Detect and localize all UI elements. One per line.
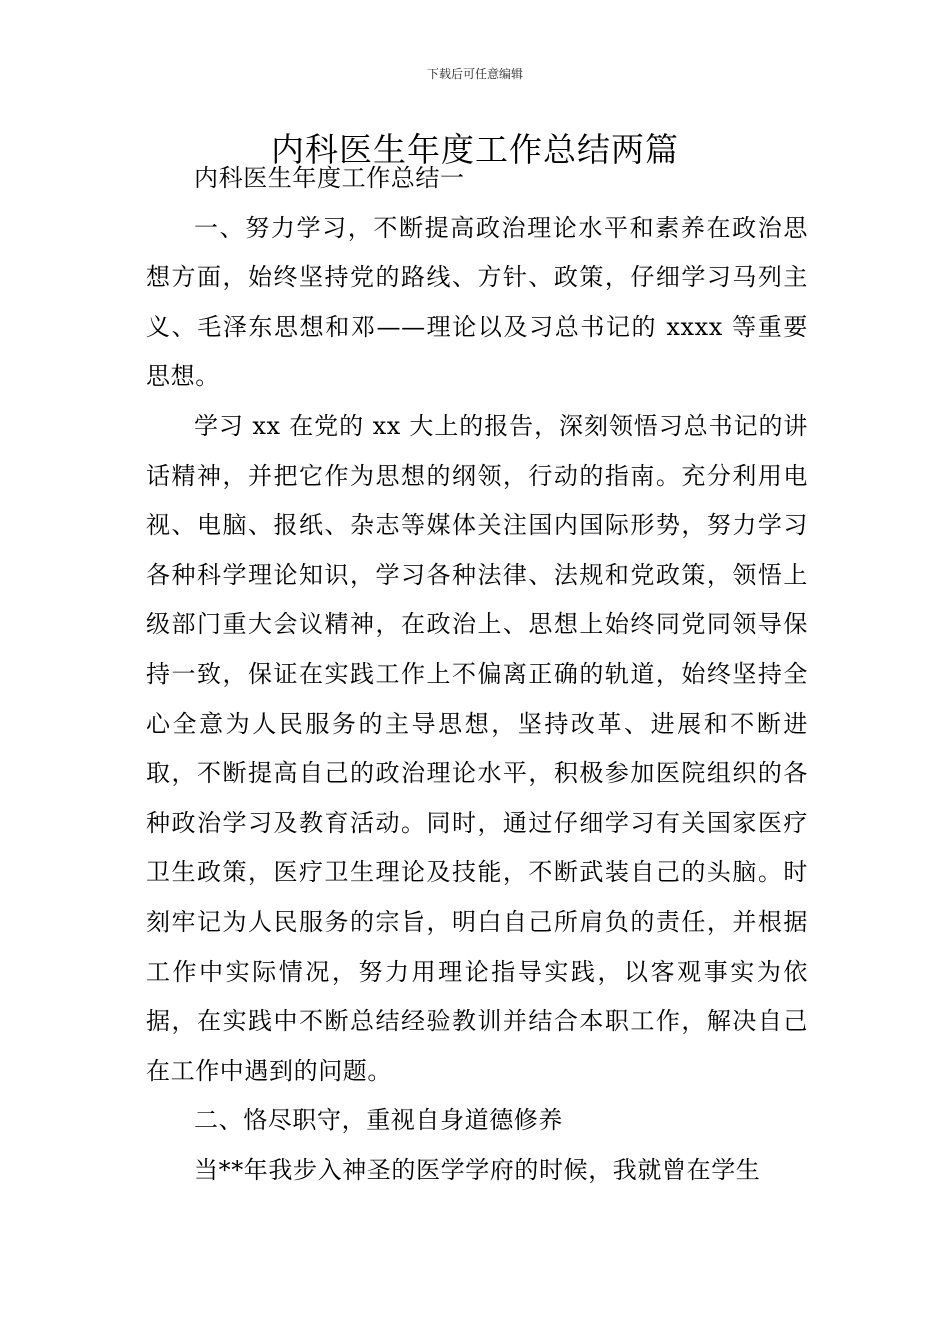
page-title: 内科医生年度工作总结两篇 bbox=[271, 130, 679, 169]
header-note: 下载后可任意编辑 bbox=[426, 67, 523, 81]
paragraph-study-report: 学习 xx 在党的 xx 大上的报告，深刻领悟习总书记的讲话精神，并把它作为思想的纲领，行动的指南。充分利用电视、电脑、报纸、杂志等媒体关注国内国际形势，努力学习各种科学理论知识，学习各种法律、法规和党政策，领悟上级部门重大会议精神，在政治上、思想上始终同党同领导保持一致，保证在实践工作上不偏离正确的轨道，始终坚持全心全意为人民服务的主导思想，坚持改革、进展和不断进取，不断提高自己的政治理论水平，积极参加医院组织的各种政治学习及教育活动。同时，通过仔细学习有关国家医疗卫生政策，医疗卫生理论及技能，不断武装自己的头脑。时刻牢记为人民服务的宗旨，明白自己所肩负的责任，并根据工作中实际情况，努力用理论指导实践，以客观事实为依据，在实践中不断总结经验教训并结合本职工作，解决自己在工作中遇到的问题。 bbox=[146, 411, 808, 1085]
paragraph-subtitle: 内科医生年度工作总结一 bbox=[194, 164, 465, 192]
paragraph-entering-school: 当**年我步入神圣的医学学府的时候，我就曾在学生 bbox=[194, 1155, 761, 1184]
paragraph-section-two-heading: 二、恪尽职守，重视自身道德修养 bbox=[194, 1106, 563, 1135]
document-body bbox=[146, 154, 808, 1195]
paragraph-section-one: 一、努力学习，不断提高政治理论水平和素养在政治思想方面，始终坚持党的路线、方针、政策，仔细学习马列主义、毛泽东思想和邓——理论以及习总书记的 xxxx 等重要思想。 bbox=[146, 213, 808, 391]
